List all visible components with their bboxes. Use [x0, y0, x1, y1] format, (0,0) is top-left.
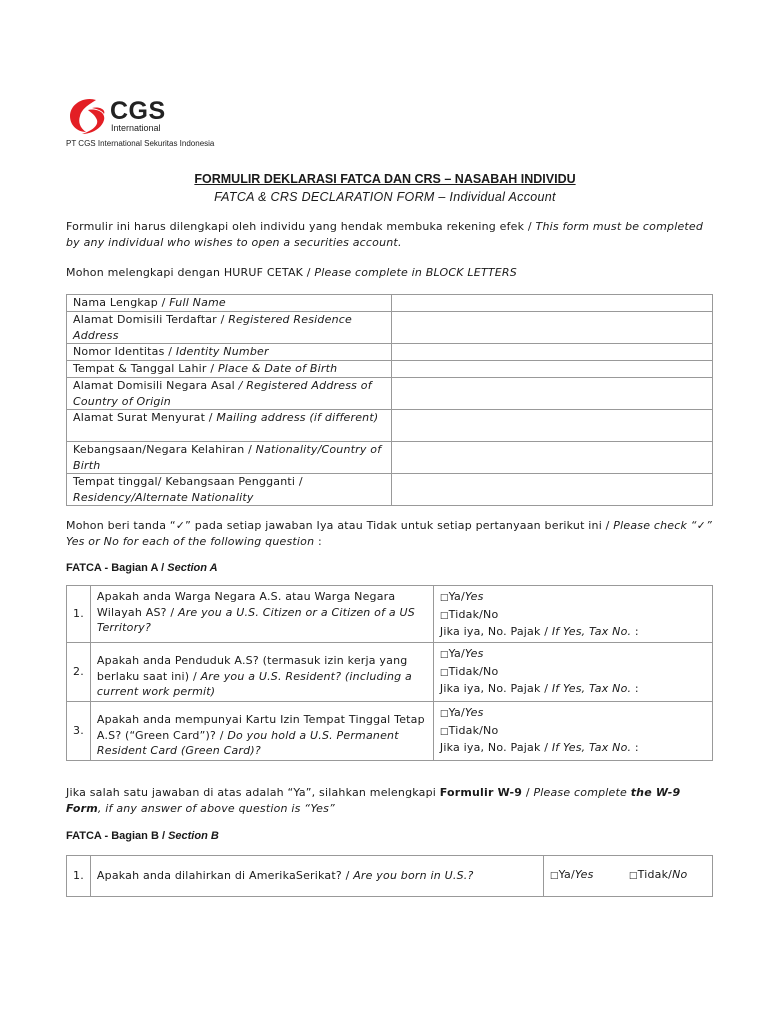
table-row — [67, 702, 713, 761]
question-number: 1. — [67, 856, 91, 897]
field-input-nationality[interactable] — [392, 442, 713, 474]
field-label: Nama Lengkap / Full Name — [67, 295, 392, 312]
answer-cell — [433, 643, 712, 702]
section-a-heading: FATCA - Bagian A / Section A — [66, 562, 218, 574]
yes-checkbox[interactable]: □Ya/Yes — [439, 647, 484, 660]
logo-subtitle: International — [111, 123, 161, 133]
no-checkbox[interactable]: □Tidak/No — [628, 868, 688, 882]
table-row — [67, 378, 713, 410]
table-row — [67, 361, 713, 378]
question-number: 1. — [67, 586, 91, 643]
company-name: PT CGS International Sekuritas Indonesia — [66, 139, 215, 148]
field-label: Alamat Domisili Negara Asal / Registered Address of Country of Origin — [67, 378, 392, 410]
field-label: Kebangsaan/Negara Kelahiran / Nationality/Country of Birth — [67, 442, 392, 474]
field-label: Nomor Identitas / Identity Number — [67, 344, 392, 361]
logo-wordmark: CGS — [110, 97, 166, 125]
instruction-paragraph: Mohon beri tanda “✓” pada setiap jawaban Iya atau Tidak untuk setiap pertanyaan berikut ini / Please check “✓” Yes or No for each of the following question : — [66, 519, 712, 548]
personal-info-table — [66, 294, 713, 506]
tax-number-field[interactable]: Jika iya, No. Pajak / If Yes, Tax No. : — [439, 625, 639, 638]
table-row — [67, 442, 713, 474]
question-text: Apakah anda mempunyai Kartu Izin Tempat Tinggal Tetap A.S? (“Green Card”)? / Do you hold a U.S. Permanent Resident Card (Green Card)? — [90, 702, 433, 761]
intro-id-text: Formulir ini harus dilengkapi oleh individu yang hendak membuka rekening efek / — [66, 220, 536, 233]
question-text: Apakah anda Warga Negara A.S. atau Warga Negara Wilayah AS? / Are you a U.S. Citizen or a Citizen of a US Territory? — [90, 586, 433, 643]
table-row — [67, 643, 713, 702]
intro-paragraph — [66, 219, 716, 251]
field-label: Alamat Domisili Terdaftar / Registered Residence Address — [67, 312, 392, 344]
no-checkbox[interactable]: □Tidak/No — [439, 723, 499, 737]
field-input-birth[interactable] — [392, 361, 713, 378]
no-checkbox[interactable]: □Tidak/No — [439, 607, 499, 621]
section-b-table — [66, 855, 713, 897]
no-checkbox[interactable]: □Tidak/No — [439, 664, 499, 678]
answer-cell — [433, 702, 712, 761]
yes-checkbox[interactable]: □Ya/Yes — [549, 868, 594, 882]
field-input-alternate-nationality[interactable] — [392, 474, 713, 506]
table-row — [67, 410, 713, 442]
section-a-table — [66, 585, 713, 761]
table-row — [67, 474, 713, 506]
yes-checkbox[interactable]: □Ya/Yes — [439, 706, 484, 719]
table-row — [67, 312, 713, 344]
table-row — [67, 586, 713, 643]
tax-number-field[interactable]: Jika iya, No. Pajak / If Yes, Tax No. : — [439, 741, 639, 754]
question-number: 2. — [67, 643, 91, 702]
answer-cell — [433, 586, 712, 643]
block-en-text: Please complete in BLOCK LETTERS — [314, 266, 517, 279]
intro-en-text: This form must be completed by any individual who wishes to open a securities account. — [66, 220, 704, 249]
block-letters-note — [66, 265, 716, 281]
form-title: FORMULIR DEKLARASI FATCA DAN CRS – NASABAH INDIVIDU — [194, 172, 576, 186]
table-row — [67, 344, 713, 361]
question-number: 3. — [67, 702, 91, 761]
tax-number-field[interactable]: Jika iya, No. Pajak / If Yes, Tax No. : — [439, 682, 639, 695]
question-text: Apakah anda dilahirkan di AmerikaSerikat? / Are you born in U.S.? — [90, 856, 543, 897]
field-label: Tempat & Tanggal Lahir / Place & Date of Birth — [67, 361, 392, 378]
field-input-full-name[interactable] — [392, 295, 713, 312]
block-id-text: Mohon melengkapi dengan HURUF CETAK / — [66, 266, 315, 279]
form-subtitle: FATCA & CRS DECLARATION FORM – Individual Account — [214, 190, 556, 204]
field-input-identity-number[interactable] — [392, 344, 713, 361]
table-row — [67, 295, 713, 312]
section-b-heading: FATCA - Bagian B / Section B — [66, 830, 219, 842]
field-label: Tempat tinggal/ Kebangsaan Pengganti / Residency/Alternate Nationality — [67, 474, 392, 506]
w9-note: Jika salah satu jawaban di atas adalah “Ya”, silahkan melengkapi Formulir W-9 / Please complete the W-9 Form, if any answer of above question is “Yes” — [66, 786, 681, 815]
field-input-origin-address[interactable] — [392, 378, 713, 410]
answer-cell — [543, 856, 712, 897]
yes-checkbox[interactable]: □Ya/Yes — [439, 590, 484, 603]
table-row — [67, 856, 713, 897]
field-input-residence-address[interactable] — [392, 312, 713, 344]
field-input-mailing-address[interactable] — [392, 410, 713, 442]
field-label: Alamat Surat Menyurat / Mailing address (if different) — [67, 410, 392, 442]
question-text: Apakah anda Penduduk A.S? (termasuk izin kerja yang berlaku saat ini) / Are you a U.S. Resident? (including a current work permit) — [90, 643, 433, 702]
